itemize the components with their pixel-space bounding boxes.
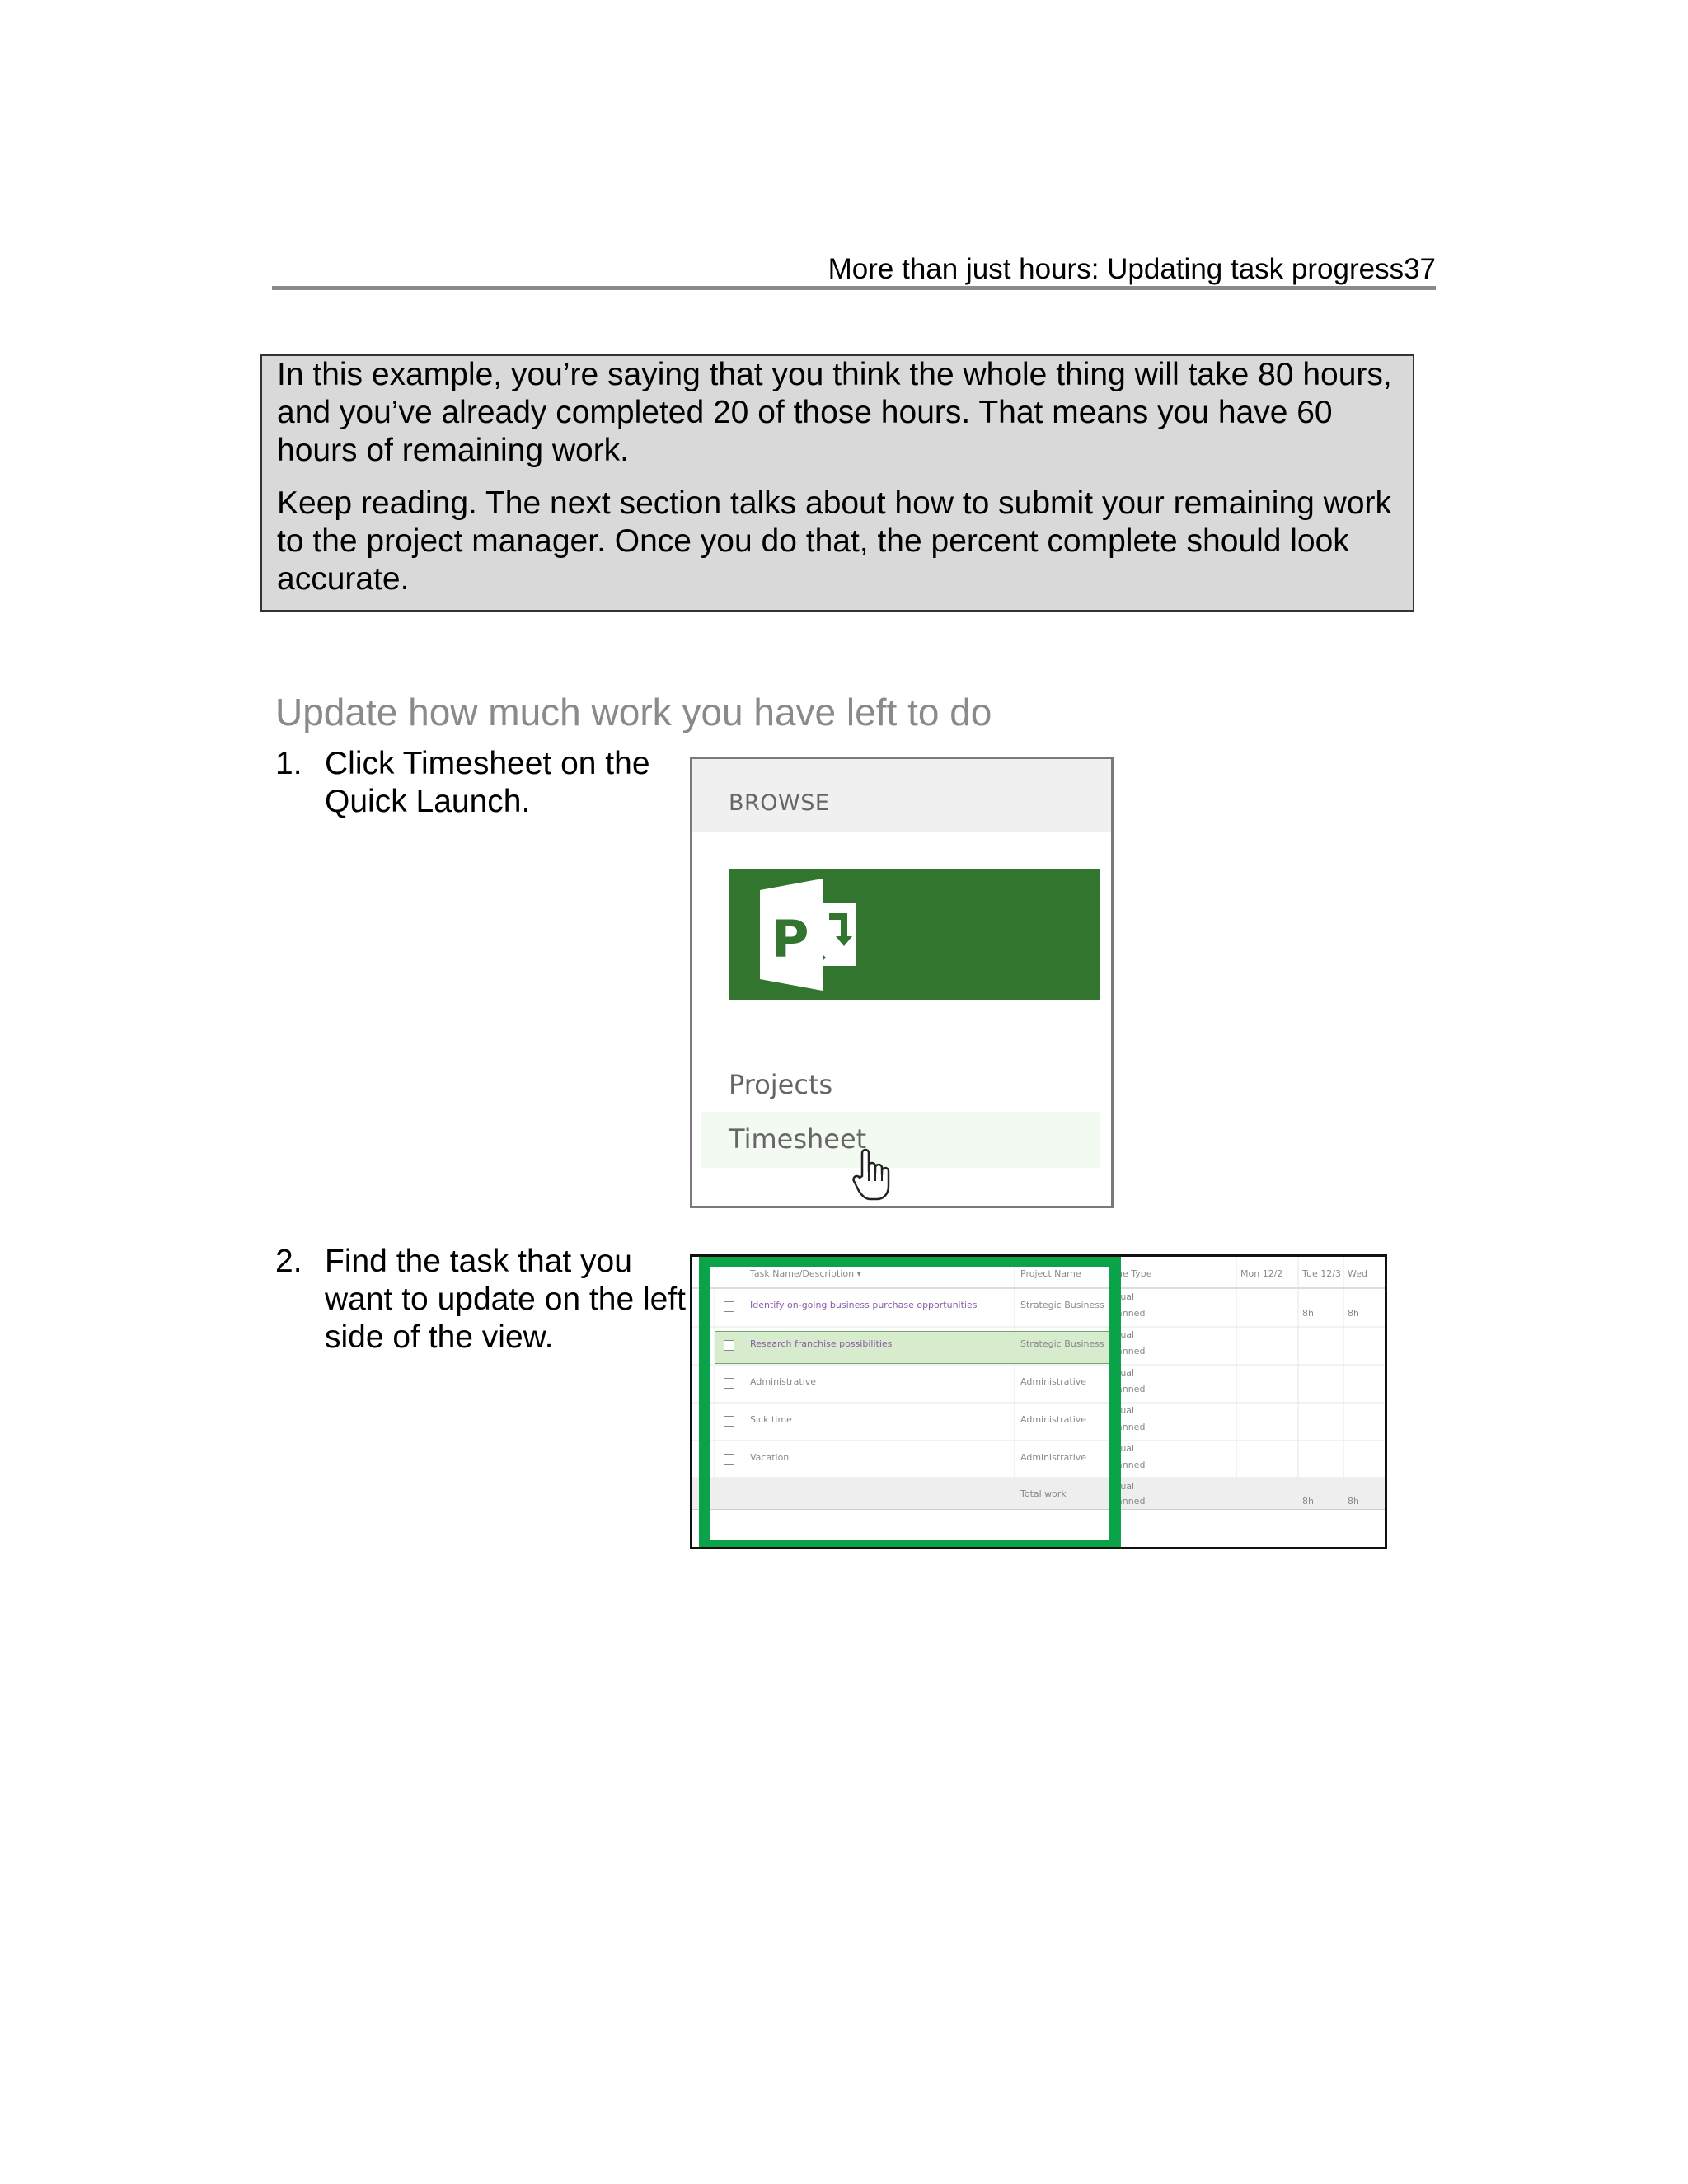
step-number: 2. [275,1244,302,1279]
note-box [260,354,1414,612]
step-text: Find the task that you want to update on the left side of the view. [325,1244,686,1355]
line-type-cell: tual [1117,1443,1135,1454]
step-1 [275,745,671,827]
step-text: Click Timesheet on the Quick Launch. [325,746,650,819]
line-type-cell: tual [1117,1481,1135,1492]
task-name-cell[interactable]: Administrative [750,1376,817,1387]
project-name-cell: Strategic Business [1020,1338,1104,1349]
task-name-cell[interactable]: Sick time [750,1414,792,1425]
project-name-cell: Administrative [1020,1414,1087,1425]
line-type-cell: tual [1117,1405,1135,1416]
running-header: More than just hours: Updating task progress37 [828,253,1436,285]
line-type-cell: anned [1117,1308,1146,1319]
tue-cell[interactable]: 8h [1302,1308,1314,1319]
line-type-cell: tual [1117,1291,1135,1302]
column-header-tue[interactable]: Tue 12/3 [1302,1268,1341,1279]
task-name-cell[interactable]: Vacation [750,1452,790,1463]
total-work-label: Total work [1020,1488,1067,1499]
column-header-mon[interactable]: Mon 12/2 [1240,1268,1283,1279]
project-app-tile[interactable] [729,869,1100,1000]
step-2 [275,1243,686,1366]
line-type-cell: anned [1117,1384,1146,1394]
line-type-cell: anned [1117,1422,1146,1432]
column-header-project-name[interactable]: Project Name [1020,1268,1081,1279]
wed-cell[interactable]: 8h [1348,1308,1359,1319]
tue-total-cell: 8h [1302,1496,1314,1507]
column-header-line-type[interactable]: ne Type [1117,1268,1152,1279]
line-type-cell: tual [1117,1329,1135,1340]
header-rule [272,286,1436,290]
project-name-cell: Administrative [1020,1452,1087,1463]
note-paragraph-2: Keep reading. The next section talks about how to submit your remaining work to the project manager. Once you do that, the percent complete should look accurate. [277,485,1392,597]
note-paragraph-1: In this example, you’re saying that you think the whole thing will take 80 hours, and you’ve already completed 20 of those hours. That means you have 60 hours of remaining work. [277,357,1392,468]
line-type-cell: anned [1117,1460,1146,1470]
column-header-task-name[interactable]: Task Name/Description ▾ [750,1268,862,1279]
quick-launch-item-projects[interactable]: Projects [729,1069,833,1100]
timesheet-screenshot [690,1254,1387,1549]
line-type-cell: anned [1117,1346,1146,1357]
quick-launch-screenshot [690,757,1114,1208]
project-name-cell: Administrative [1020,1376,1087,1387]
task-name-cell-selected[interactable]: Research franchise possibilities [750,1338,893,1349]
task-name-cell[interactable]: Identify on-going business purchase opportunities [750,1300,978,1310]
step-number: 1. [275,746,302,781]
wed-total-cell: 8h [1348,1496,1359,1507]
line-type-cell: tual [1117,1367,1135,1378]
line-type-cell: anned [1117,1496,1146,1507]
hand-cursor-icon [852,1148,895,1202]
quick-launch-item-timesheet[interactable]: Timesheet [729,1123,867,1155]
section-heading: Update how much work you have left to do [275,691,992,733]
svg-text:P: P [771,909,809,969]
column-header-wed[interactable]: Wed [1348,1268,1367,1279]
browse-label: BROWSE [729,790,830,816]
left-side-highlight-frame [699,1255,1121,1549]
project-name-cell: Strategic Business [1020,1300,1104,1310]
project-logo-icon [760,879,875,991]
